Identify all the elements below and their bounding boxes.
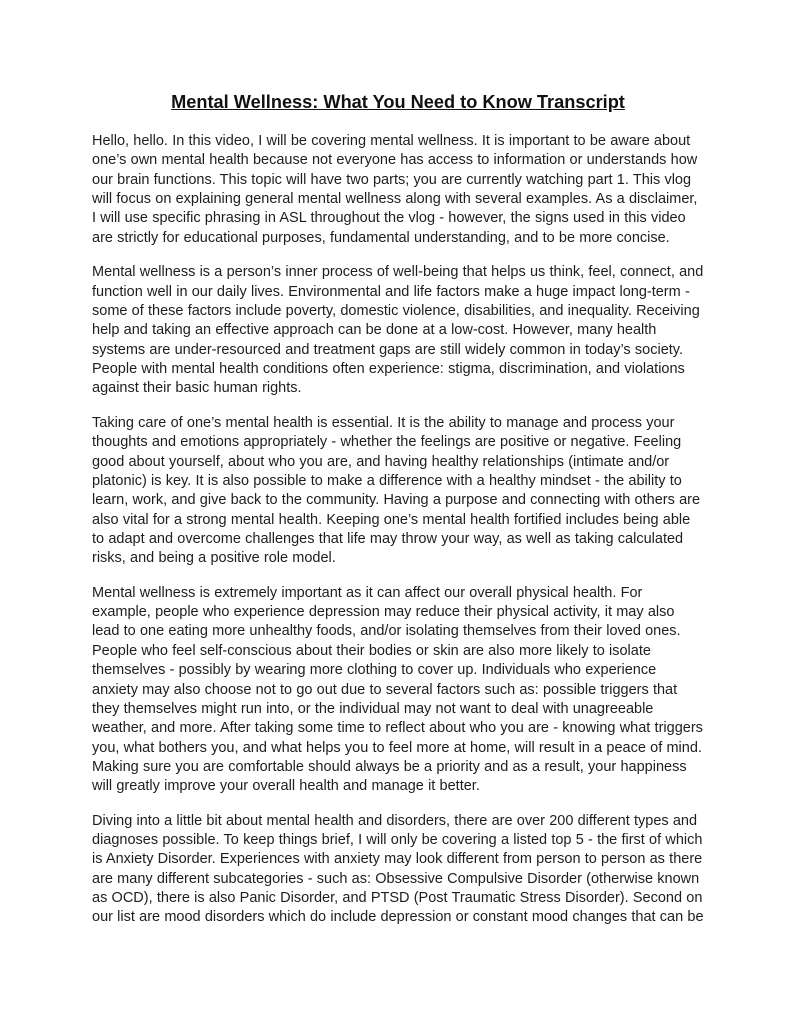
document-title: Mental Wellness: What You Need to Know Transcript [171,92,625,112]
paragraph-disorders: Diving into a little bit about mental health and disorders, there are over 200 different types and diagnoses possible. To keep things brief, I will only be covering a listed top 5 - the first of which is Anxiety Disorder. Experiences with anxiety may look different from person to person as there are many different subcategories - such as: Obsessive Compulsive Disorder (otherwise known as OCD), there is also Panic Disorder, and PTSD (Post Traumatic Stress Disorder). Second on our list are mood disorders which do include depression or constant mood changes that can be [92,812,704,926]
document-content [92,0,704,943]
paragraph-self-care: Taking care of one’s mental health is essential. It is the ability to manage and process your thoughts and emotions appropriately - whether the feelings are positive or negative. Feeling good about yourself, about who you are, and having healthy relationships (intimate and/or platonic) is key. It is also possible to make a difference with a healthy mindset - the ability to learn, work, and give back to the community. Having a purpose and connecting with others are also vital for a strong mental health. Keeping one’s mental health fortified includes being able to adapt and overcome challenges that life may throw your way, as well as taking calculated risks, and being a positive role model. [92,414,701,567]
paragraph-physical-health: Mental wellness is extremely important as it can affect our overall physical health. For example, people who experience depression may reduce their physical activity, it may also lead to one eating more unhealthy foods, and/or isolating themselves from their loved ones. People who feel self-conscious about their bodies or skin are also more likely to isolate themselves - possibly by wearing more clothing to cover up. Individuals who experience anxiety may also choose not to go out due to several factors such as: possible triggers that they themselves might run into, or the individual may not want to deal with unagreeable weather, and more. After taking some time to reflect about who you are - knowing what triggers you, what bothers you, and what helps you to feel more at home, will result in a peace of mind. Making sure you are comfortable should always be a priority and as a result, your happiness will greatly improve your overall health and manage it better. [92,584,703,795]
paragraph-intro: Hello, hello. In this video, I will be covering mental wellness. It is important to be aware about one’s own mental health because not everyone has access to information or understands how our brain functions. This topic will have two parts; you are currently watching part 1. This vlog will focus on explaining general mental wellness along with several examples. As a disclaimer, I will use specific phrasing in ASL throughout the vlog - however, the signs used in this video are strictly for educational purposes, fundamental understanding, and to be more concise. [92,133,698,246]
paragraph-definition: Mental wellness is a person’s inner process of well-being that helps us think, feel, connect, and function well in our daily lives. Environmental and life factors make a huge impact long-term - some of these factors include poverty, domestic violence, disabilities, and inequality. Receiving help and taking an effective approach can be done at a low-cost. However, many health systems are under-resourced and treatment gaps are still widely common in today’s society. People with mental health conditions often experience: stigma, discrimination, and violations against their basic human rights. [92,264,704,397]
